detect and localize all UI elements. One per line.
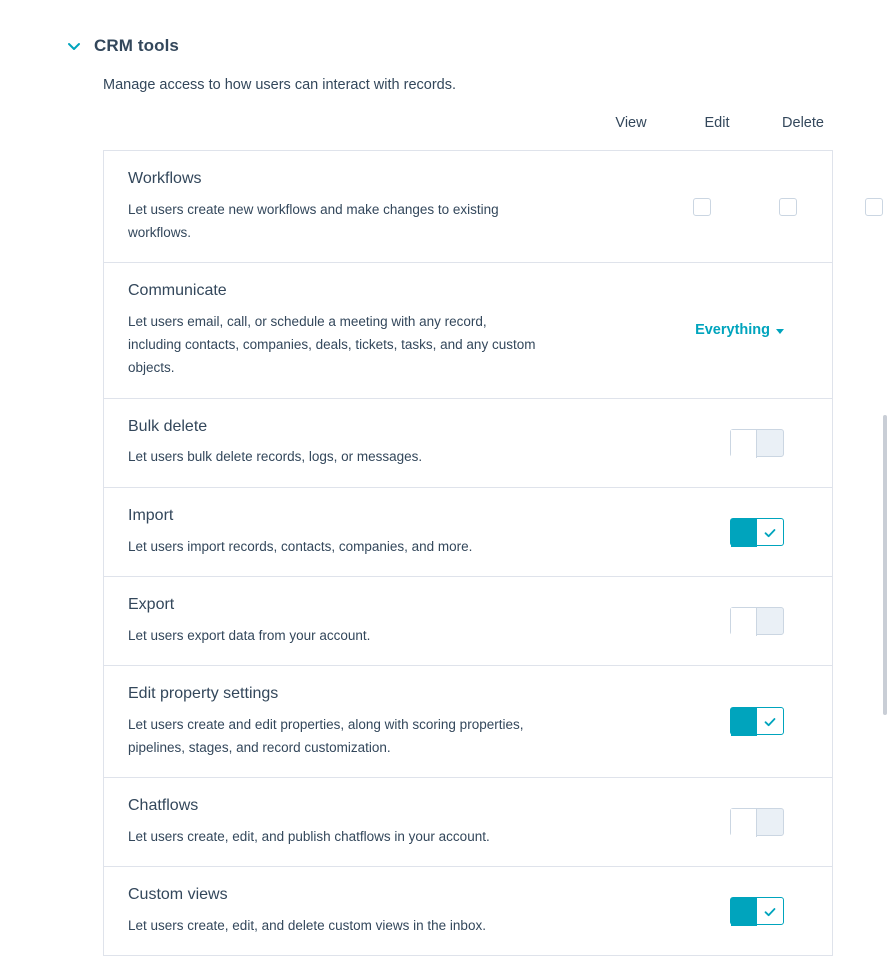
dropdown-value: Everything bbox=[695, 322, 770, 339]
row-content bbox=[128, 281, 558, 379]
checkbox-delete[interactable] bbox=[865, 198, 883, 216]
row-controls bbox=[558, 517, 808, 547]
row-content bbox=[128, 684, 558, 759]
toggle-bulk-delete[interactable] bbox=[730, 429, 784, 457]
toggle-edit-property-settings[interactable] bbox=[730, 707, 784, 735]
row-title: Edit property settings bbox=[128, 684, 279, 702]
row-title: Import bbox=[128, 506, 174, 524]
toggle-knob bbox=[731, 708, 757, 736]
row-description: Let users email, call, or schedule a meeting with any record, including contacts, companies, deals, tickets, tasks, and any custom objects. bbox=[128, 314, 536, 376]
row-description: Let users create and edit properties, along with scoring properties, pipelines, stages, and record customization. bbox=[128, 716, 524, 755]
check-icon bbox=[757, 898, 783, 926]
row-controls bbox=[558, 606, 808, 636]
table-row bbox=[104, 151, 832, 263]
row-title: Communicate bbox=[128, 282, 227, 300]
column-header-edit: Edit bbox=[704, 115, 730, 131]
toggle-export[interactable] bbox=[730, 607, 784, 635]
toggle-knob bbox=[731, 608, 757, 636]
chevron-down-icon bbox=[776, 329, 784, 334]
section-description: Manage access to how users can interact with records. bbox=[103, 77, 456, 93]
column-header-view: View bbox=[615, 115, 647, 131]
row-controls bbox=[558, 807, 808, 837]
row-content bbox=[128, 796, 558, 848]
row-controls bbox=[558, 896, 808, 926]
row-controls bbox=[558, 192, 808, 222]
page-scrollbar[interactable] bbox=[882, 0, 888, 885]
row-description: Let users create new workflows and make changes to existing workflows. bbox=[128, 201, 499, 241]
row-title: Export bbox=[128, 595, 175, 613]
row-title: Custom views bbox=[128, 885, 228, 903]
toggle-track bbox=[757, 430, 783, 458]
permissions-table bbox=[103, 150, 833, 956]
row-content bbox=[128, 885, 558, 937]
row-description: Let users import records, contacts, companies, and more. bbox=[128, 538, 473, 554]
toggle-knob bbox=[731, 519, 757, 547]
communicate-dropdown[interactable] bbox=[695, 322, 784, 338]
toggle-track bbox=[757, 809, 783, 837]
row-content bbox=[128, 417, 558, 469]
checkbox-edit[interactable] bbox=[779, 198, 797, 216]
table-row bbox=[104, 778, 832, 867]
table-row bbox=[104, 399, 832, 488]
row-controls bbox=[558, 428, 808, 458]
column-header-delete: Delete bbox=[782, 115, 824, 131]
row-controls bbox=[558, 706, 808, 736]
row-content bbox=[128, 506, 558, 558]
row-content bbox=[128, 169, 558, 244]
section-header bbox=[66, 36, 179, 56]
check-icon bbox=[757, 519, 783, 547]
toggle-import[interactable] bbox=[730, 518, 784, 546]
toggle-knob bbox=[731, 809, 757, 837]
check-icon bbox=[757, 708, 783, 736]
toggle-track bbox=[757, 608, 783, 636]
chevron-down-icon[interactable] bbox=[66, 38, 82, 54]
checkbox-view[interactable] bbox=[693, 198, 711, 216]
row-title: Bulk delete bbox=[128, 417, 208, 435]
toggle-custom-views[interactable] bbox=[730, 897, 784, 925]
toggle-knob bbox=[731, 430, 757, 458]
toggle-knob bbox=[731, 898, 757, 926]
table-row bbox=[104, 488, 832, 577]
toggle-chatflows[interactable] bbox=[730, 808, 784, 836]
row-title: Workflows bbox=[128, 170, 202, 187]
row-controls bbox=[558, 315, 808, 345]
scrollbar-thumb[interactable] bbox=[883, 415, 887, 715]
page-title: CRM tools bbox=[94, 36, 179, 55]
column-headers bbox=[103, 115, 833, 139]
row-description: Let users create, edit, and delete custom views in the inbox. bbox=[128, 917, 486, 933]
row-title: Chatflows bbox=[128, 796, 199, 814]
table-row bbox=[104, 666, 832, 778]
row-description: Let users export data from your account. bbox=[128, 627, 371, 643]
row-content bbox=[128, 595, 558, 647]
table-row bbox=[104, 263, 832, 398]
row-description: Let users create, edit, and publish chatflows in your account. bbox=[128, 828, 490, 844]
table-row bbox=[104, 867, 832, 955]
row-description: Let users bulk delete records, logs, or messages. bbox=[128, 449, 423, 465]
table-row bbox=[104, 577, 832, 666]
